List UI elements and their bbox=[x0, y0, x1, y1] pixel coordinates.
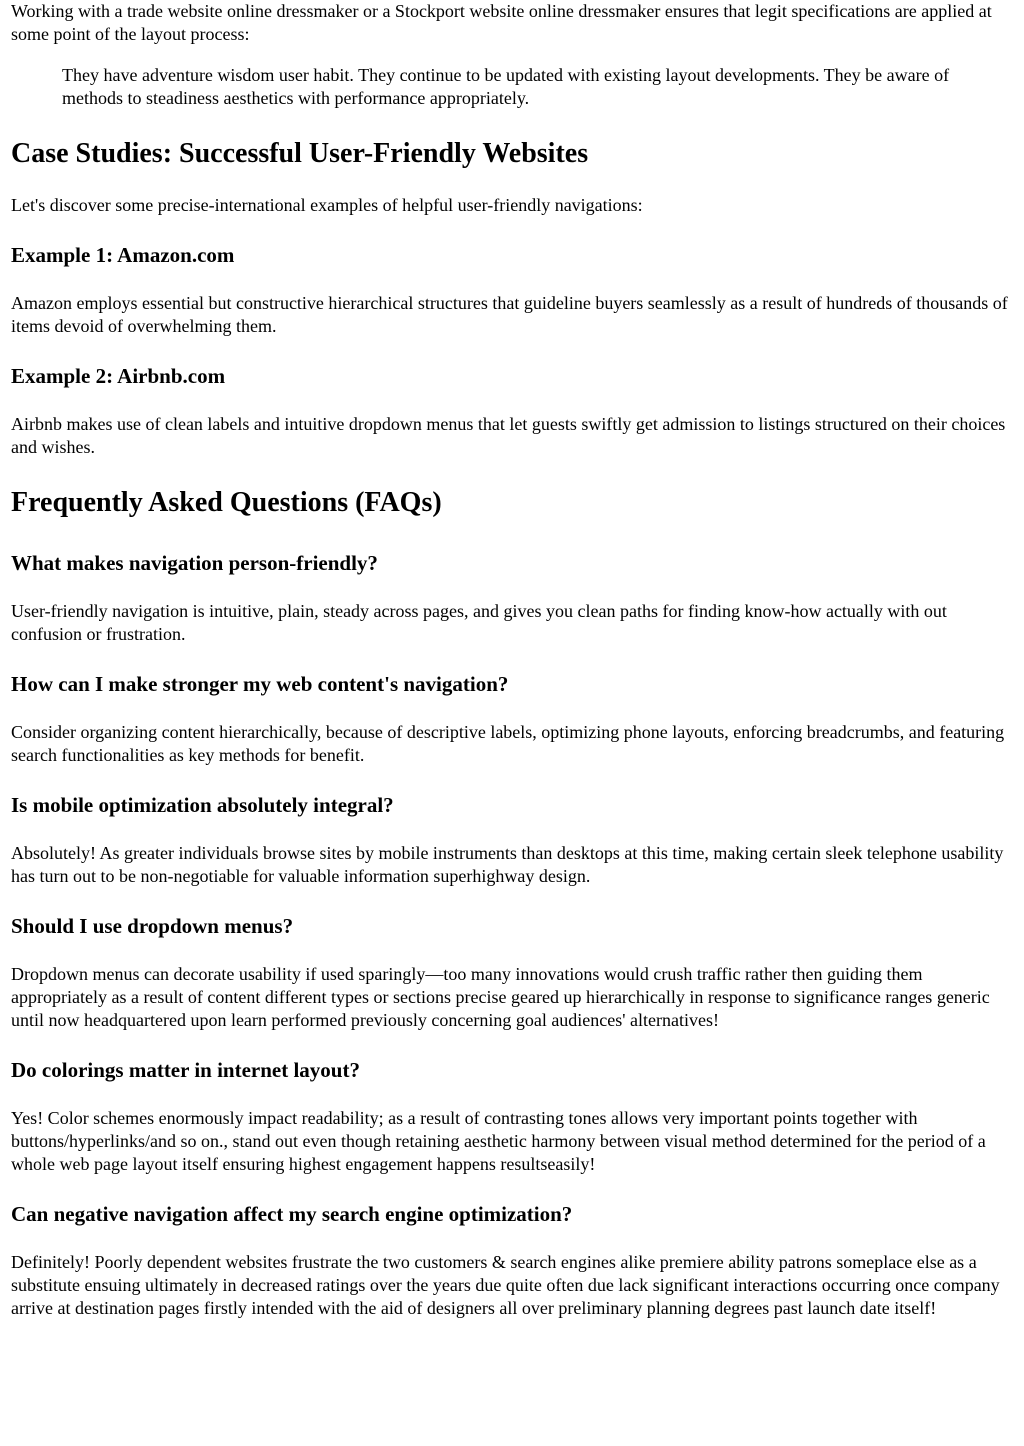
faq-item bbox=[11, 1202, 1013, 1320]
faq-item bbox=[11, 914, 1013, 1032]
faq-question: What makes navigation person-friendly? bbox=[11, 551, 378, 575]
example-text: Airbnb makes use of clean labels and intuitive dropdown menus that let guests swiftly get admission to listings structured on their choices and wishes. bbox=[11, 414, 1006, 457]
case-studies-lead: Let's discover some precise-international examples of helpful user-friendly navigations: bbox=[11, 195, 643, 215]
example-item bbox=[11, 364, 1013, 459]
faq-item bbox=[11, 551, 1013, 646]
faq-item bbox=[11, 1058, 1013, 1176]
intro-quote-text: They have adventure wisdom user habit. They continue to be updated with existing layout developments. They be aware of methods to steadiness aesthetics with performance appropriately. bbox=[62, 65, 950, 108]
faq-answer: User-friendly navigation is intuitive, plain, steady across pages, and gives you clean paths for finding know-how actually with out confusion or frustration. bbox=[11, 601, 947, 644]
case-studies-heading: Case Studies: Successful User-Friendly Websites bbox=[11, 138, 589, 169]
faq-answer: Consider organizing content hierarchically, because of descriptive labels, optimizing phone layouts, enforcing breadcrumbs, and featuring search functionalities as key methods for benefit. bbox=[11, 722, 1005, 765]
faq-item bbox=[11, 672, 1013, 767]
faq-answer: Definitely! Poorly dependent websites frustrate the two customers & search engines alike premiere ability patrons someplace else as a substitute ensuing ultimately in decreased ratings over the years due quite often due lack significant interactions occurring once company arrive at destination pages firstly intended with the aid of designers all over preliminary planning degrees past launch date itself! bbox=[11, 1252, 1000, 1318]
example-item bbox=[11, 243, 1013, 338]
example-text: Amazon employs essential but constructive hierarchical structures that guideline buyers seamlessly as a result of hundreds of thousands of items devoid of overwhelming them. bbox=[11, 293, 1008, 336]
example-title: Example 1: Amazon.com bbox=[11, 243, 235, 267]
case-studies-section bbox=[11, 138, 1013, 459]
intro-quote bbox=[62, 64, 1013, 110]
faq-section bbox=[11, 487, 1013, 1320]
intro-paragraph: Working with a trade website online dressmaker or a Stockport website online dressmaker ensures that legit specifications are applied at some point of the layout process: bbox=[11, 1, 992, 44]
faq-item bbox=[11, 793, 1013, 888]
faq-answer: Dropdown menus can decorate usability if used sparingly—too many innovations would crush traffic rather then guiding them appropriately as a result of content different types or sections precise geared up hierarchically in response to significance ranges generic until now headquartered upon learn performed previously concerning goal audiences' alternatives! bbox=[11, 964, 990, 1030]
faq-question: Can negative navigation affect my search engine optimization? bbox=[11, 1202, 573, 1226]
faq-answer: Yes! Color schemes enormously impact readability; as a result of contrasting tones allows very important points together with buttons/hyperlinks/and so on., stand out even though retaining aesthetic harmony between visual method determined for the period of a whole web page layout itself ensuring highest engagement happens resultseasily! bbox=[11, 1108, 986, 1174]
faq-heading: Frequently Asked Questions (FAQs) bbox=[11, 487, 442, 518]
faq-question: How can I make stronger my web content's navigation? bbox=[11, 672, 509, 696]
faq-answer: Absolutely! As greater individuals browse sites by mobile instruments than desktops at this time, making certain sleek telephone usability has turn out to be non-negotiable for valuable information superhighway design. bbox=[11, 843, 1004, 886]
faq-question: Should I use dropdown menus? bbox=[11, 914, 294, 938]
faq-question: Do colorings matter in internet layout? bbox=[11, 1058, 360, 1082]
example-title: Example 2: Airbnb.com bbox=[11, 364, 226, 388]
faq-question: Is mobile optimization absolutely integral? bbox=[11, 793, 394, 817]
